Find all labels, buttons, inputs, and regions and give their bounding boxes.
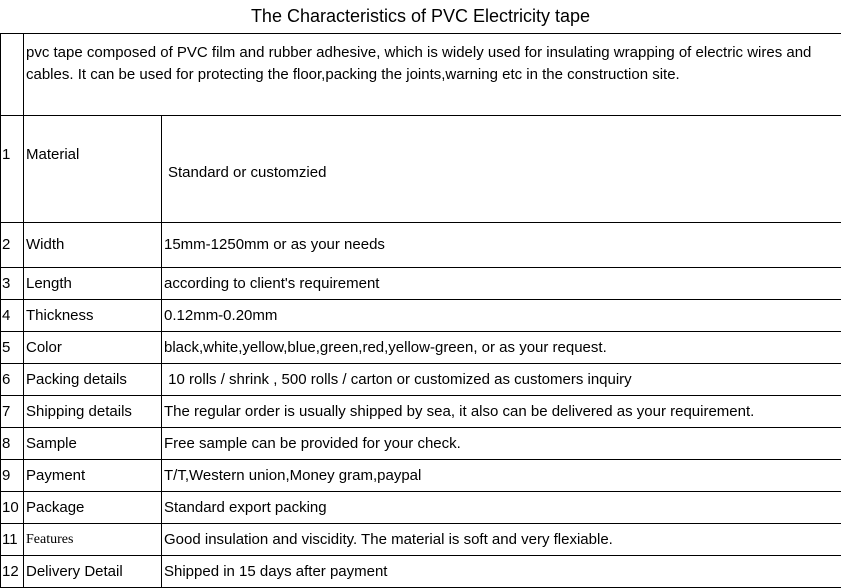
table-row [1,492,841,524]
row-label: Length [24,268,162,300]
table-row [1,556,841,588]
row-label: Packing details [24,364,162,396]
row-number: 2 [1,223,24,268]
row-number: 3 [1,268,24,300]
row-number: 7 [1,396,24,428]
row-number: 8 [1,428,24,460]
row-value: 15mm-1250mm or as your needs [162,223,841,268]
row-number: 11 [1,524,24,556]
intro-row [1,34,841,116]
table-row [1,116,841,223]
row-label: Shipping details [24,396,162,428]
row-value: T/T,Western union,Money gram,paypal [162,460,841,492]
row-value: 0.12mm-0.20mm [162,300,841,332]
row-label: Features [24,524,162,556]
table-row [1,428,841,460]
row-number: 6 [1,364,24,396]
table-row [1,300,841,332]
table-row [1,223,841,268]
row-number: 5 [1,332,24,364]
table-row [1,524,841,556]
row-label: Thickness [24,300,162,332]
table-row [1,332,841,364]
row-label: Material [24,116,162,223]
table-row [1,460,841,492]
row-label: Sample [24,428,162,460]
table-row [1,364,841,396]
row-value: Standard export packing [162,492,841,524]
row-value: black,white,yellow,blue,green,red,yellow-green, or as your request. [162,332,841,364]
row-value: Free sample can be provided for your check. [162,428,841,460]
row-label: Delivery Detail [24,556,162,588]
row-number: 1 [1,116,24,223]
row-label: Payment [24,460,162,492]
table-row [1,396,841,428]
row-value: 10 rolls / shrink , 500 rolls / carton or customized as customers inquiry [162,364,841,396]
row-number: 4 [1,300,24,332]
intro-spacer-cell [1,34,24,116]
row-label: Color [24,332,162,364]
table-row [1,268,841,300]
row-value: The regular order is usually shipped by sea, it also can be delivered as your requirement. [162,396,841,428]
row-number: 10 [1,492,24,524]
row-value: according to client's requirement [162,268,841,300]
row-number: 12 [1,556,24,588]
row-value: Good insulation and viscidity. The material is soft and very flexiable. [162,524,841,556]
page-title: The Characteristics of PVC Electricity tape [0,4,841,28]
row-label: Width [24,223,162,268]
row-number: 9 [1,460,24,492]
row-value: Shipped in 15 days after payment [162,556,841,588]
spec-table [0,33,841,588]
intro-text: pvc tape composed of PVC film and rubber adhesive, which is widely used for insulating wrapping of electric wires and cables. It can be used for protecting the floor,packing the joints,warning etc in the construction site. [24,34,841,116]
row-value: Standard or customzied [162,116,841,223]
row-label: Package [24,492,162,524]
